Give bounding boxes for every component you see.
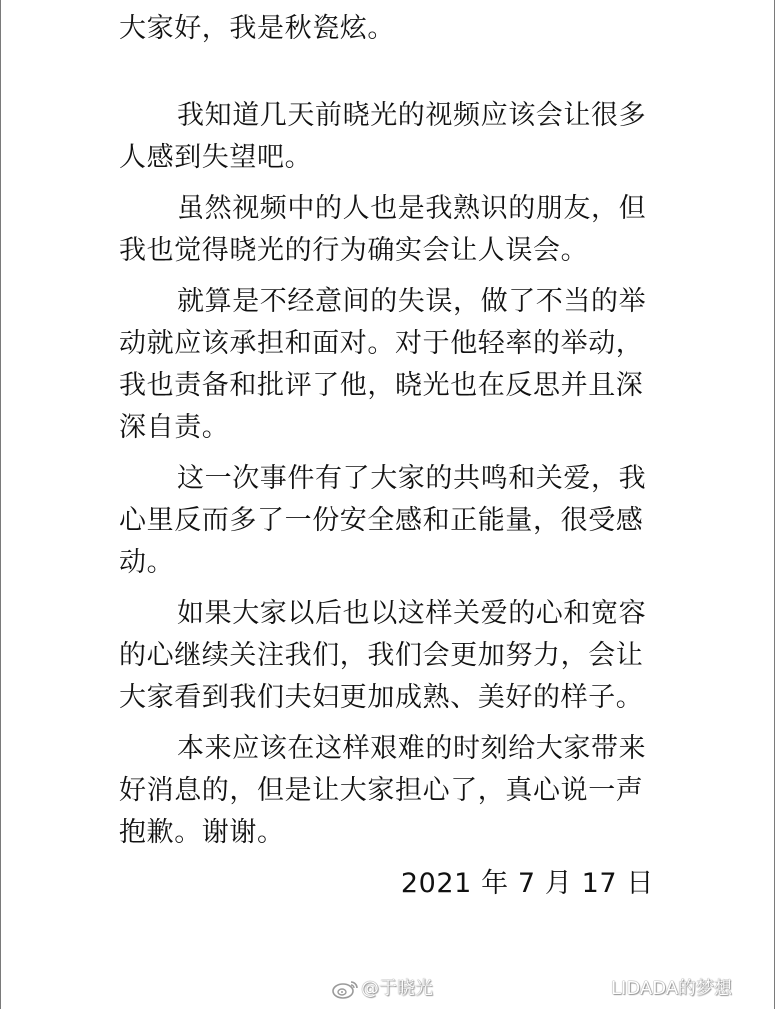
letter-paragraph: 本来应该在这样艰难的时刻给大家带来好消息的，但是让大家担心了，真心说一声抱歉。谢谢。 [119, 733, 647, 848]
letter-paragraph: 就算是不经意间的失误，做了不当的举动就应该承担和面对。对于他轻率的举动，我也责备和批评了他，晓光也在反思并且深深自责。 [119, 286, 647, 443]
weibo-logo-icon [331, 979, 359, 999]
letter-date: 2021 年 7 月 17 日 [400, 868, 654, 899]
letter-greeting: 大家好，我是秋瓷炫。 [119, 13, 395, 44]
site-watermark: LIDADA的梦想 [611, 978, 733, 999]
letter-paragraph: 我知道几天前晓光的视频应该会让很多人感到失望吧。 [119, 100, 647, 173]
letter-paragraph: 虽然视频中的人也是我熟识的朋友，但我也觉得晓光的行为确实会让人误会。 [119, 193, 647, 266]
letter-paragraph: 如果大家以后也以这样关爱的心和宽容的心继续关注我们，我们会更加努力，会让大家看到我们夫妇更加成熟、美好的样子。 [119, 598, 647, 713]
letter-paragraph: 这一次事件有了大家的共鸣和关爱，我心里反而多了一份安全感和正能量，很受感动。 [119, 463, 647, 578]
letter-body [119, 8, 664, 905]
weibo-watermark-handle: @于晓光 [361, 978, 433, 999]
weibo-watermark [331, 978, 433, 1000]
